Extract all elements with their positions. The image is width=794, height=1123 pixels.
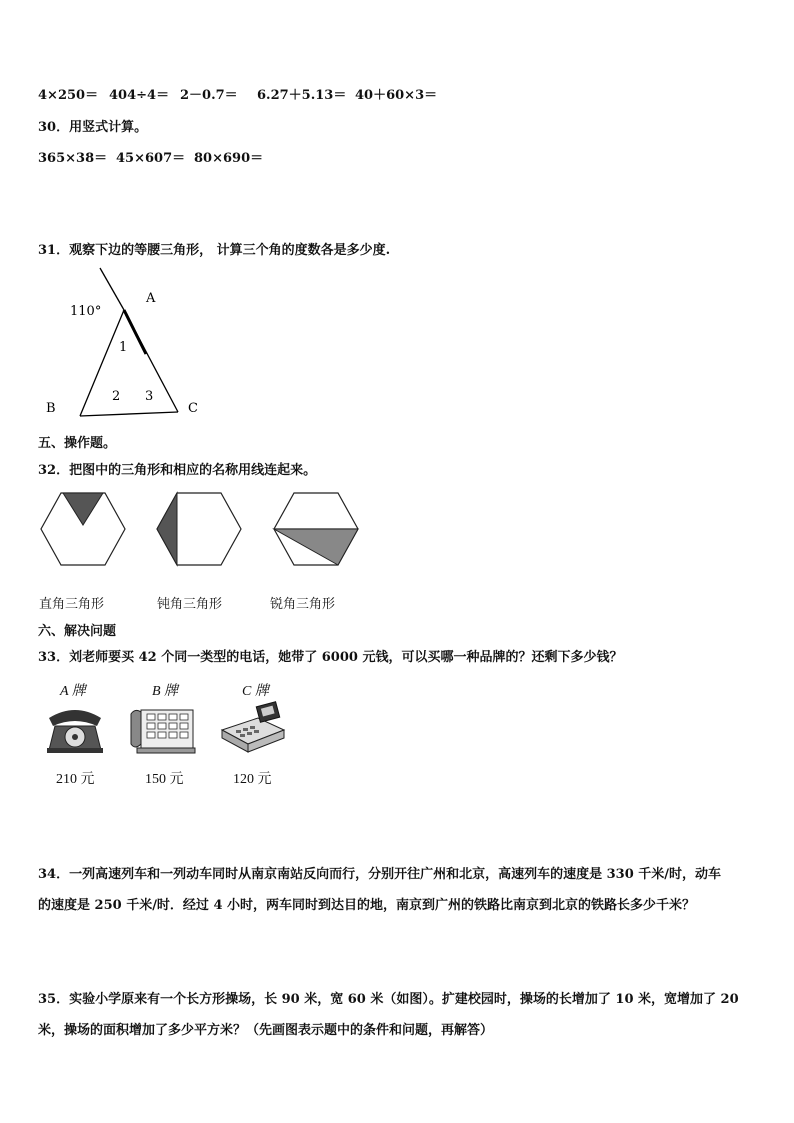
brand-c-price: 120 元 xyxy=(233,772,272,787)
shaded-triangle-3 xyxy=(274,529,358,565)
q30-expr-3: 80×690＝ xyxy=(194,151,264,166)
q30-expr-2: 45×607＝ xyxy=(116,151,186,166)
q30-expr-1: 365×38＝ xyxy=(38,151,108,166)
name-right-triangle: 直角三角形 xyxy=(39,597,105,612)
brand-c-label: C 牌 xyxy=(242,684,269,699)
side-ac-bold xyxy=(124,310,146,354)
hexagon-figure-1 xyxy=(39,491,129,569)
hexagon-figure-3 xyxy=(272,491,362,569)
q29-expr-4: 6.27＋5.13＝ xyxy=(257,88,347,103)
shaded-triangle-2 xyxy=(157,493,177,565)
q32-title: 32．把图中的三角形和相应的名称用线连起来。 xyxy=(38,463,317,478)
angle-110-label: 110° xyxy=(70,304,102,319)
side-bc xyxy=(80,412,178,416)
q33-title: 33．刘老师要买 42 个同一类型的电话，她带了 6000 元钱，可以买哪一种品牌的？还剩下多少钱？ xyxy=(38,650,623,665)
q31-title: 31．观察下边的等腰三角形， 计算三个角的度数各是多少度. xyxy=(38,243,391,258)
q29-expr-2: 404÷4＝ xyxy=(109,88,170,103)
q29-expr-5: 40＋60×3＝ xyxy=(355,88,438,103)
brand-b-label: B 牌 xyxy=(152,684,179,699)
keypad-phone-icon xyxy=(127,704,197,756)
brand-b-price: 150 元 xyxy=(145,772,184,787)
angle-3-label: 3 xyxy=(145,389,154,404)
shaded-triangle-1 xyxy=(63,493,103,525)
q30-title: 30．用竖式计算。 xyxy=(38,120,148,135)
name-acute-triangle: 锐角三角形 xyxy=(270,597,336,612)
brand-a-price: 210 元 xyxy=(56,772,95,787)
angle-1-label: 1 xyxy=(119,340,128,355)
vertex-a-label: A xyxy=(146,291,156,306)
name-obtuse-triangle: 钝角三角形 xyxy=(157,597,223,612)
section-5-heading: 五、操作题。 xyxy=(38,436,117,451)
q29-expr-3: 2－0.7＝ xyxy=(180,88,238,103)
extension-line xyxy=(100,268,124,310)
rotary-phone-icon xyxy=(45,704,105,756)
cordless-phone-icon xyxy=(218,700,290,756)
section-6-heading: 六、解决问题 xyxy=(38,624,117,639)
vertex-b-label: B xyxy=(46,401,56,416)
angle-2-label: 2 xyxy=(112,389,121,404)
q35-line-2: 米，操场的面积增加了多少平方米？（先画图表示题中的条件和问题，再解答） xyxy=(38,1023,494,1038)
q29-expr-1: 4×250＝ xyxy=(38,88,99,103)
q34-line-2: 的速度是 250 千米/时．经过 4 小时，两车同时到达目的地，南京到广州的铁路比南京到北京的铁路长多少千米？ xyxy=(38,898,696,913)
isosceles-triangle-figure xyxy=(40,262,240,422)
q34-line-1: 34．一列高速列车和一列动车同时从南京南站反向而行，分别开往广州和北京，高速列车的速度是 330 千米/时，动车 xyxy=(38,867,722,882)
vertex-c-label: C xyxy=(188,401,198,416)
brand-a-label: A 牌 xyxy=(60,684,86,699)
hexagon-figure-2 xyxy=(155,491,245,569)
q35-line-1: 35．实验小学原来有一个长方形操场，长 90 米，宽 60 米（如图）。扩建校园时，操场的长增加了 10 米，宽增加了 20 xyxy=(38,992,739,1007)
